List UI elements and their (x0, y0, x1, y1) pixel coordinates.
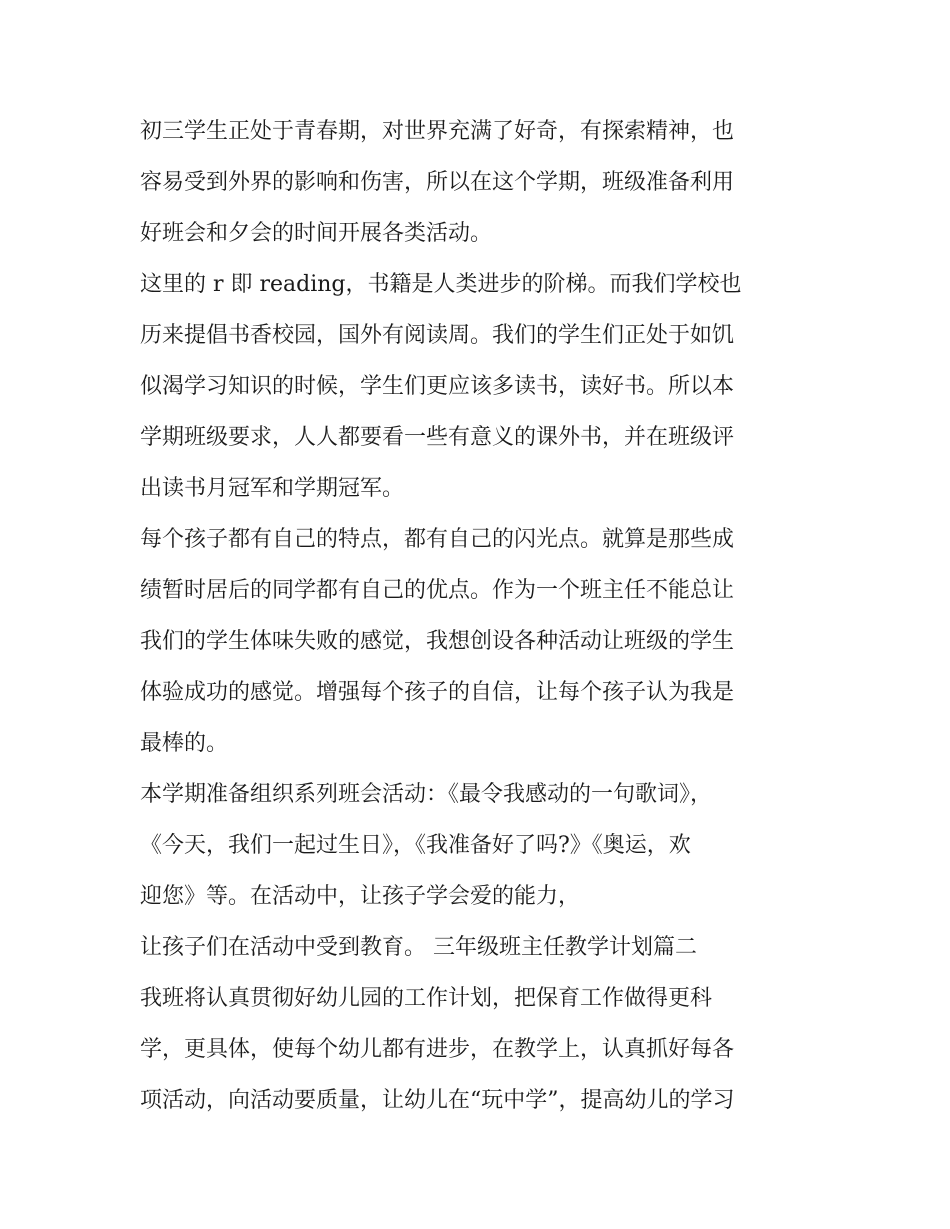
text-line: 本学期准备组织系列班会活动：《最令我感动的一句歌词》， (140, 782, 713, 807)
text-line: 历来提倡书香校园，国外有阅读周。我们的学生们正处于如饥 (140, 323, 735, 348)
text-line: 我们的学生体味失败的感觉，我想创设各种活动让班级的学生 (140, 629, 735, 654)
text-line: 出读书月冠军和学期冠军。 (140, 476, 405, 501)
text-line: 我班将认真贯彻好幼儿园的工作计划，把保育工作做得更科 (140, 986, 713, 1011)
text-line: 这里的 r 即 reading，书籍是人类进步的阶梯。而我们学校也 (140, 272, 742, 297)
text-line: 让孩子们在活动中受到教育。 三年级班主任教学计划篇二 (140, 935, 697, 960)
text-line: 《今天，我们一起过生日》，《我准备好了吗?》《奥运，欢 (140, 833, 691, 858)
text-line: 似渴学习知识的时候，学生们更应该多读书，读好书。所以本 (140, 374, 735, 399)
text-line: 学期班级要求，人人都要看一些有意义的课外书，并在班级评 (140, 425, 735, 450)
document-page (140, 106, 820, 1126)
text-line: 迎您》等。在活动中，让孩子学会爱的能力， (140, 884, 581, 909)
text-line: 最棒的。 (140, 731, 229, 756)
text-line: 好班会和夕会的时间开展各类活动。 (140, 221, 493, 246)
text-line: 绩暂时居后的同学都有自己的优点。作为一个班主任不能总让 (140, 578, 735, 603)
text-line: 初三学生正处于青春期，对世界充满了好奇，有探索精神，也 (140, 119, 735, 144)
text-line: 容易受到外界的影响和伤害，所以在这个学期，班级准备利用 (140, 170, 735, 195)
text-line: 学，更具体，使每个幼儿都有进步，在教学上，认真抓好每各 (140, 1037, 735, 1062)
text-line: 项活动，向活动要质量，让幼儿在“玩中学”，提高幼儿的学习 (140, 1088, 735, 1113)
text-line: 每个孩子都有自己的特点，都有自己的闪光点。就算是那些成 (140, 527, 735, 552)
text-line: 体验成功的感觉。增强每个孩子的自信，让每个孩子认为我是 (140, 680, 735, 705)
